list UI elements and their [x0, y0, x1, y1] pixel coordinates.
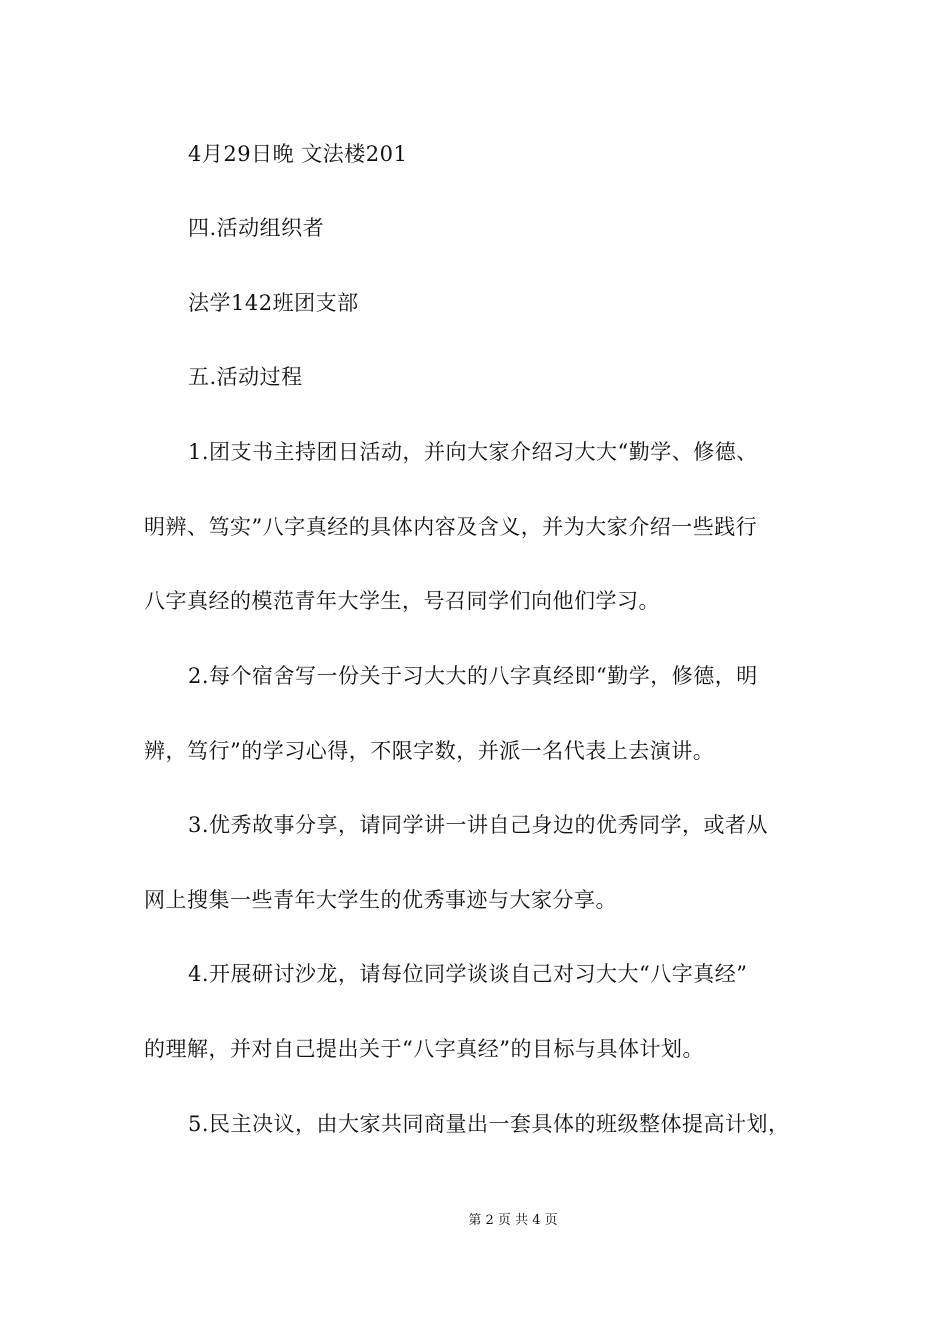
paragraph-line: 5.民主决议，由大家共同商量出一套具体的班级整体提高计划，: [188, 1112, 790, 1136]
section-heading-process: 五.活动过程: [188, 365, 303, 389]
organizer-text: 法学142班团支部: [188, 291, 359, 315]
paragraph-line: 八字真经的模范青年大学生，号召同学们向他们学习。: [144, 589, 660, 613]
paragraph-line: 1.团支书主持团日活动，并向大家介绍习大大“勤学、修德、: [188, 440, 758, 464]
paragraph-line: 辨，笃行”的学习心得，不限字数，并派一名代表上去演讲。: [144, 739, 715, 763]
section-heading-organizer: 四.活动组织者: [188, 216, 325, 240]
paragraph-line: 网上搜集一些青年大学生的优秀事迹与大家分享。: [144, 888, 617, 912]
paragraph-line: 3.优秀故事分享，请同学讲一讲自己身边的优秀同学，或者从: [188, 813, 769, 837]
page-footer: 第 2 页 共 4 页: [468, 1213, 558, 1228]
paragraph-line: 2.每个宿舍写一份关于习大大的八字真经即“勤学，修德，明: [188, 664, 758, 688]
paragraph-line: 的理解，并对自己提出关于“八字真经”的目标与具体计划。: [144, 1037, 704, 1061]
paragraph-line: 明辨、笃实”八字真经的具体内容及含义，并为大家介绍一些践行: [144, 515, 758, 539]
paragraph-line: 4.开展研讨沙龙，请每位同学谈谈自己对习大大“八字真经”: [188, 962, 748, 986]
event-time-location: 4月29日晚 文法楼201: [188, 142, 408, 166]
